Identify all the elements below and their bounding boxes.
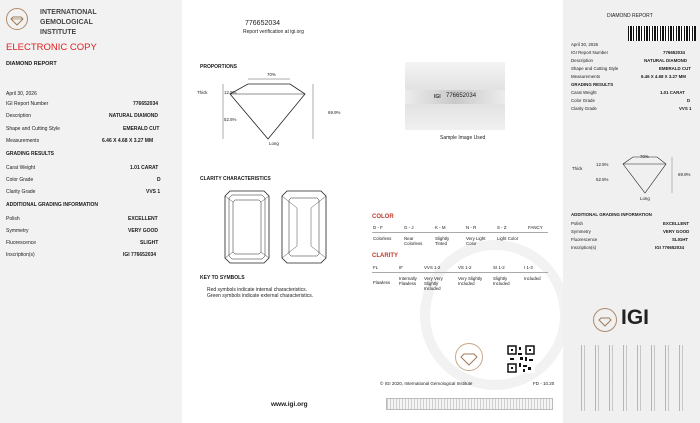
- clarity-desc: Included: [524, 276, 541, 281]
- girdle-label: Thick: [197, 90, 208, 95]
- color-desc: Very Light Color: [466, 236, 486, 246]
- color-scale-rule: [372, 232, 548, 233]
- diamond-seal-icon: [594, 309, 616, 331]
- right-girdle-label: Thick: [572, 166, 583, 171]
- right-row-value: IGI 776652034: [655, 245, 685, 250]
- right-additional-title: ADDITIONAL GRADING INFORMATION: [571, 212, 652, 217]
- org-name-line1: INTERNATIONAL: [40, 9, 97, 16]
- right-report-title: DIAMOND REPORT: [607, 13, 653, 19]
- grading-results-title: GRADING RESULTS: [6, 151, 54, 157]
- row-value: IGI 776652034: [123, 252, 157, 258]
- right-crown-percent: 12.5%: [596, 162, 609, 167]
- barcode: [628, 26, 696, 41]
- right-row-label: Inscription(s): [571, 245, 597, 250]
- row-value: NATURAL DIAMOND: [109, 113, 158, 119]
- right-row-value: D: [687, 98, 691, 103]
- right-date: April 30, 2026: [571, 42, 599, 47]
- right-row-label: Description: [571, 58, 593, 63]
- row-label: Inscription(s): [6, 252, 35, 258]
- clarity-plot-crown: [224, 190, 270, 264]
- clarity-plot-pavilion: [281, 190, 327, 264]
- clarity-grade: VVS 1-2: [424, 265, 441, 270]
- clarity-grade: VS 1-2: [458, 265, 472, 270]
- diamond-seal-icon: [7, 9, 27, 29]
- row-value: 6.46 X 4.68 X 3.27 MM: [102, 138, 154, 144]
- right-row-value: NATURAL DIAMOND: [644, 58, 688, 63]
- igi-watermark-seal: [420, 240, 570, 390]
- right-pavilion-percent: 52.5%: [596, 177, 609, 182]
- right-row-label: Shape and Cutting Style: [571, 66, 619, 71]
- qr-code: [507, 345, 535, 373]
- laser-inscription: 776652034: [446, 93, 477, 99]
- right-proportions-diagram: [599, 153, 689, 199]
- sample-image: [405, 62, 505, 130]
- row-value: VERY GOOD: [128, 228, 159, 234]
- electronic-copy-label: ELECTRONIC COPY: [6, 42, 97, 53]
- color-grade: G - J: [404, 225, 414, 230]
- right-row-value: SLIGHT: [672, 237, 689, 242]
- org-name-line2: GEMOLOGICAL: [40, 19, 93, 26]
- key-to-symbols-title: KEY TO SYMBOLS: [200, 275, 245, 281]
- right-row-value: EMERALD CUT: [659, 66, 691, 71]
- right-row-value: 6.46 X 4.68 X 3.27 MM: [641, 74, 686, 79]
- color-scale-title: COLOR: [372, 214, 394, 220]
- row-label: Fluorescence: [6, 240, 37, 246]
- row-label: Symmetry: [6, 228, 29, 234]
- clarity-grade: SI 1-2: [493, 265, 505, 270]
- culet-label: Long: [269, 141, 279, 146]
- row-label: Description: [6, 113, 32, 119]
- color-grade: D - F: [373, 225, 383, 230]
- row-value: EXCELLENT: [128, 216, 158, 222]
- row-label: IGI Report Number: [6, 101, 49, 107]
- row-value: VVS 1: [146, 189, 161, 195]
- diamond-seal-icon: [456, 344, 482, 370]
- sample-caption: Sample Image Used: [440, 135, 486, 141]
- clarity-grade: IF: [399, 265, 403, 270]
- right-row-label: Polish: [571, 221, 583, 226]
- additional-grading-title: ADDITIONAL GRADING INFORMATION: [6, 202, 99, 208]
- row-label: Color Grade: [6, 177, 34, 183]
- right-row-label: Measurements: [571, 74, 601, 79]
- right-depth-percent: 69.9%: [678, 172, 691, 177]
- clarity-desc: Very Very Slightly Included: [424, 276, 443, 291]
- color-grade: K - M: [435, 225, 446, 230]
- row-value: EMERALD CUT: [123, 126, 160, 132]
- color-desc: Slightly Tinted: [435, 236, 450, 246]
- right-culet-label: Long: [640, 196, 650, 201]
- report-number-top: 776652034: [245, 20, 281, 27]
- right-row-label: IGI Report Number: [571, 50, 609, 55]
- row-value: D: [157, 177, 161, 183]
- security-strip: [386, 398, 553, 410]
- verification-note: Report verification at igi.org: [243, 29, 304, 35]
- igi-mini-logo: IGI: [434, 94, 441, 100]
- pavilion-percent: 52.5%: [224, 117, 237, 122]
- copyright-note: © IGI 2020, International Gemological Institute: [380, 381, 473, 386]
- right-row-label: Symmetry: [571, 229, 591, 234]
- clarity-desc: Internally Flawless: [399, 276, 417, 286]
- right-igi-logo-text: IGI: [621, 306, 650, 329]
- right-row-label: Fluorescence: [571, 237, 598, 242]
- color-desc: Near Colorless: [404, 236, 423, 246]
- proportions-title: PROPORTIONS: [200, 64, 237, 70]
- row-value: 1.01 CARAT: [130, 165, 159, 171]
- igi-bottom-seal: [455, 343, 483, 371]
- crown-percent: 12.5%: [224, 90, 237, 95]
- igi-seal-logo: [6, 8, 28, 30]
- proportions-diagram: [190, 76, 350, 151]
- org-name-line3: INSTITUTE: [40, 29, 77, 36]
- row-value: 776652034: [133, 101, 159, 107]
- right-row-value: 1.01 CARAT: [660, 90, 685, 95]
- color-grade: N - R: [466, 225, 477, 230]
- right-row-value: VVS 1: [679, 106, 692, 111]
- row-label: Clarity Grade: [6, 189, 36, 195]
- row-label: Polish: [6, 216, 20, 222]
- diamond-report-title: DIAMOND REPORT: [6, 61, 57, 67]
- form-code: FD - 10.20: [533, 381, 555, 386]
- right-grading-title: GRADING RESULTS: [571, 82, 614, 87]
- right-row-label: Carat Weight: [571, 90, 597, 95]
- row-label: Shape and Cutting Style: [6, 126, 60, 132]
- table-percent: 70%: [267, 72, 276, 77]
- color-grade: FANCY: [528, 225, 543, 230]
- right-row-value: EXCELLENT: [663, 221, 690, 226]
- clarity-grade: FL: [373, 265, 379, 270]
- row-value: SLIGHT: [140, 240, 159, 246]
- color-desc: Light Color: [497, 236, 519, 241]
- clarity-characteristics-title: CLARITY CHARACTERISTICS: [200, 176, 271, 182]
- clarity-desc: Very Slightly Included: [458, 276, 483, 286]
- row-label: Carat Weight: [6, 165, 36, 171]
- right-row-label: Color Grade: [571, 98, 595, 103]
- color-desc: Colorless: [373, 236, 392, 241]
- right-row-value: 776652034: [663, 50, 685, 55]
- right-igi-seal: [593, 308, 617, 332]
- clarity-scale-title: CLARITY: [372, 253, 398, 259]
- key-red-note: Red symbols indicate internal characteristics.: [207, 287, 308, 293]
- right-row-value: VERY GOOD: [663, 229, 690, 234]
- depth-percent: 69.9%: [328, 110, 341, 115]
- right-table-percent: 70%: [640, 154, 649, 159]
- rotated-fine-print: [575, 345, 685, 411]
- clarity-desc: Flawless: [373, 280, 391, 285]
- clarity-scale-rule: [372, 272, 548, 273]
- clarity-desc: Slightly Included: [493, 276, 510, 286]
- clarity-grade: I 1-3: [524, 265, 533, 270]
- row-label: Measurements: [6, 138, 40, 144]
- right-stub-panel: [563, 0, 700, 423]
- color-grade: S - Z: [497, 225, 507, 230]
- website-url: www.igi.org: [271, 401, 308, 408]
- key-green-note: Green symbols indicate external characteristics.: [207, 293, 314, 299]
- report-date: April 30, 2026: [6, 91, 37, 97]
- left-summary-panel: [0, 0, 182, 423]
- right-row-label: Clarity Grade: [571, 106, 597, 111]
